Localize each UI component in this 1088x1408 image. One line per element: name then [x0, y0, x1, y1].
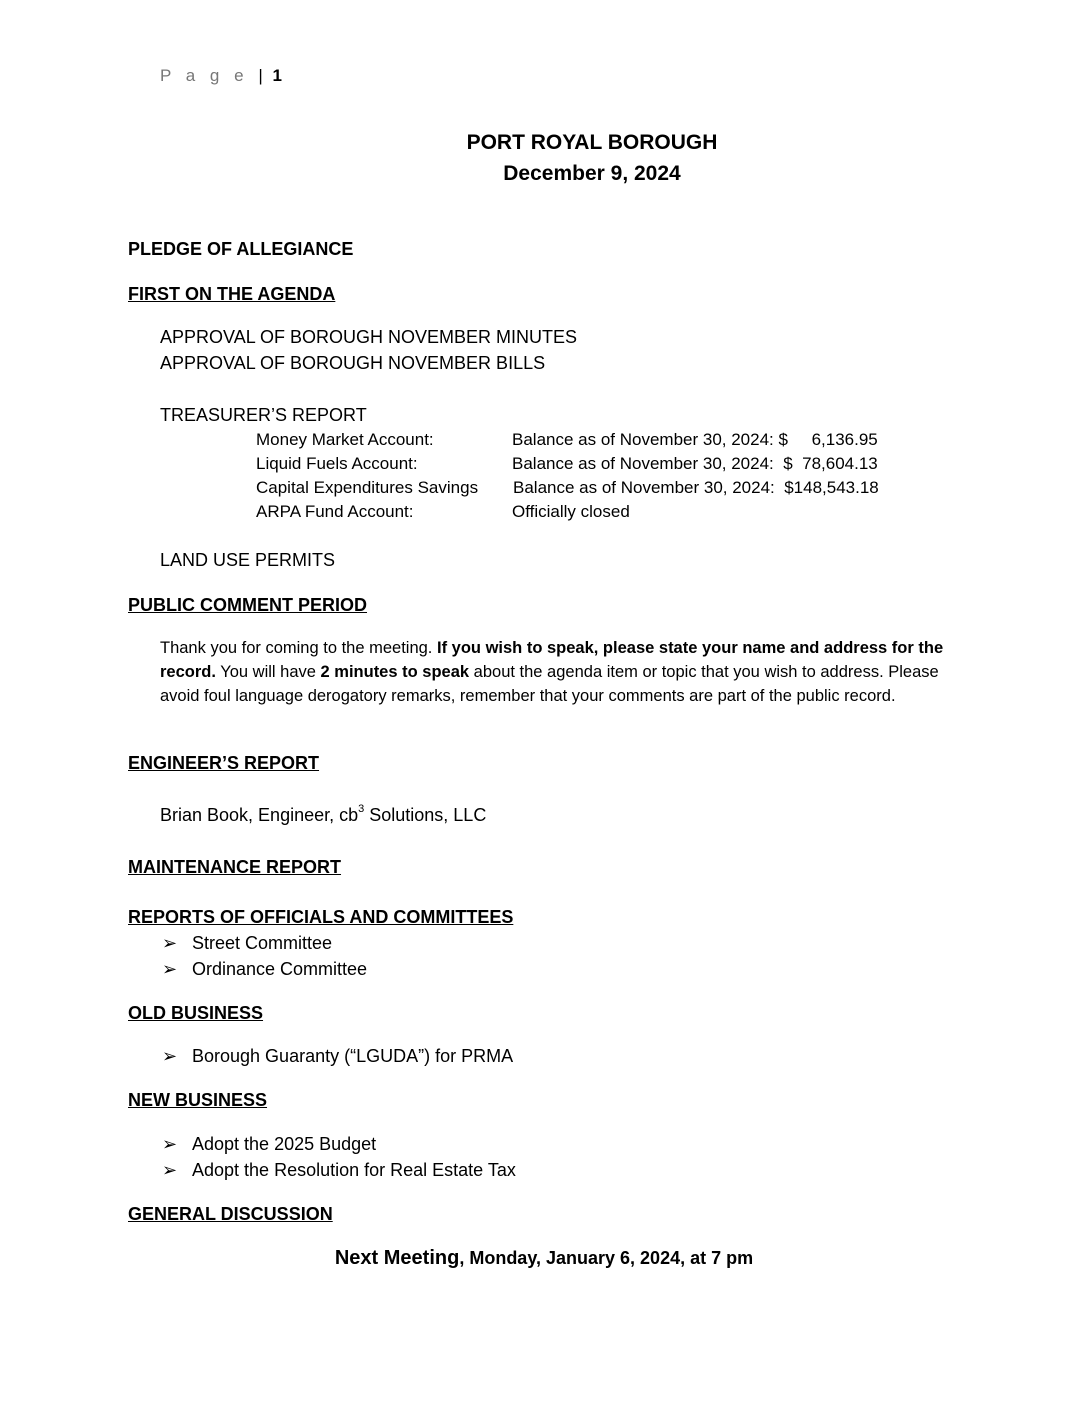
account-name: Capital Expenditures Savings — [256, 478, 479, 497]
new-business-heading: NEW BUSINESS — [128, 1090, 268, 1110]
arrow-bullet-icon: ➢ — [162, 933, 178, 953]
page-number: 1 — [272, 66, 282, 85]
general-discussion-heading: GENERAL DISCUSSION — [128, 1204, 333, 1224]
account-balance: Officially closed — [512, 502, 630, 521]
list-item — [162, 1160, 516, 1181]
arrow-bullet-icon: ➢ — [162, 1134, 178, 1154]
meeting-date: December 9, 2024 — [503, 162, 681, 185]
next-meeting-label: Next Meeting — [334, 1247, 460, 1269]
public-comment-text — [160, 636, 970, 708]
engineer-name — [160, 805, 486, 826]
old-business-heading: OLD BUSINESS — [128, 1003, 264, 1023]
engineer-text-rest: Solutions, LLC — [364, 805, 487, 825]
comment-text: about the agenda item or topic that you wish to address. Please avoid foul language derogatory remarks, remember that your comments are part of the public record. — [160, 663, 939, 705]
list-item-text: Ordinance Committee — [192, 959, 368, 979]
account-name: ARPA Fund Account: — [256, 502, 414, 521]
next-meeting — [0, 1247, 1088, 1270]
pledge-heading: PLEDGE OF ALLEGIANCE — [128, 239, 354, 259]
arrow-bullet-icon: ➢ — [162, 1160, 178, 1180]
approval-minutes: APPROVAL OF BOROUGH NOVEMBER MINUTES — [160, 327, 578, 347]
account-name: Liquid Fuels Account: — [256, 454, 418, 473]
account-balance: Balance as of November 30, 2024: $ 6,136.95 — [512, 430, 878, 449]
next-meeting-date: , Monday, January 6, 2024, at 7 pm — [459, 1248, 754, 1268]
account-balance: Balance as of November 30, 2024: $148,543.18 — [513, 478, 879, 497]
list-item-text: Borough Guaranty (“LGUDA”) for PRMA — [192, 1046, 514, 1066]
first-agenda-heading: FIRST ON THE AGENDA — [128, 284, 336, 304]
list-item — [162, 1134, 376, 1155]
engineer-superscript: 3 — [358, 803, 365, 815]
officials-heading: REPORTS OF OFFICIALS AND COMMITTEES — [128, 907, 514, 927]
list-item — [162, 1046, 513, 1067]
account-balance: Balance as of November 30, 2024: $ 78,604.13 — [512, 454, 878, 473]
page-separator: | — [258, 66, 263, 85]
account-name: Money Market Account: — [256, 430, 434, 449]
engineer-text: Brian Book, Engineer, cb — [160, 805, 359, 825]
list-item-text: Street Committee — [192, 933, 333, 953]
comment-text: Thank you for coming to the meeting. — [160, 639, 437, 657]
list-item — [162, 933, 332, 954]
document-title: PORT ROYAL BOROUGH — [466, 131, 718, 154]
arrow-bullet-icon: ➢ — [162, 1046, 178, 1066]
list-item-text: Adopt the Resolution for Real Estate Tax — [192, 1160, 516, 1180]
maintenance-heading: MAINTENANCE REPORT — [128, 857, 342, 877]
page-label: P a g e — [160, 66, 249, 85]
public-comment-heading: PUBLIC COMMENT PERIOD — [128, 595, 368, 615]
list-item — [162, 959, 367, 980]
comment-bold-text: 2 minutes to speak — [320, 663, 470, 681]
treasurer-report-label: TREASURER’S REPORT — [160, 405, 367, 425]
land-use-permits: LAND USE PERMITS — [160, 550, 336, 570]
approval-bills: APPROVAL OF BOROUGH NOVEMBER BILLS — [160, 353, 546, 373]
page-number-header — [160, 66, 282, 86]
list-item-text: Adopt the 2025 Budget — [192, 1134, 377, 1154]
arrow-bullet-icon: ➢ — [162, 959, 178, 979]
comment-bold-text: If you wish to speak, please state your name and address for the record. — [160, 639, 944, 681]
comment-text: You will have — [215, 663, 321, 681]
engineer-heading: ENGINEER’S REPORT — [128, 753, 320, 773]
